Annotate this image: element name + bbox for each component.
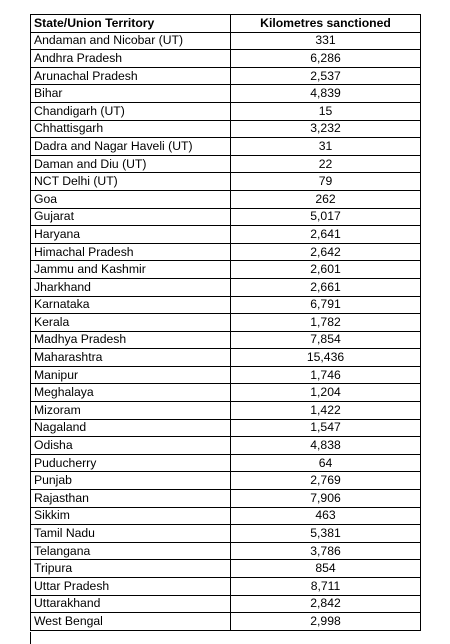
state-name-cell: Bihar	[31, 85, 231, 103]
state-name-cell: Gujarat	[31, 208, 231, 226]
state-name-cell: Jammu and Kashmir	[31, 261, 231, 279]
table-row	[31, 208, 421, 226]
state-name-cell: Goa	[31, 190, 231, 208]
state-name-cell: Rajasthan	[31, 490, 231, 508]
state-name-cell: Kerala	[31, 314, 231, 332]
table-row	[31, 296, 421, 314]
table-row	[31, 190, 421, 208]
kilometres-cell: 331	[231, 32, 421, 50]
kilometres-cell: 2,642	[231, 243, 421, 261]
table-row	[31, 85, 421, 103]
table-row	[31, 402, 421, 420]
state-name-cell: Puducherry	[31, 454, 231, 472]
kilometres-cell: 1,422	[231, 402, 421, 420]
state-name-cell: Jharkhand	[31, 278, 231, 296]
kilometres-cell: 3,232	[231, 120, 421, 138]
state-name-cell: Andhra Pradesh	[31, 50, 231, 68]
kilometres-cell: 22	[231, 155, 421, 173]
table-row	[31, 67, 421, 85]
column-header-state: State/Union Territory	[31, 15, 231, 33]
kilometres-cell: 15,436	[231, 349, 421, 367]
table-row	[31, 560, 421, 578]
kilometres-cell: 854	[231, 560, 421, 578]
kilometres-cell: 5,017	[231, 208, 421, 226]
table-row	[31, 613, 421, 631]
state-name-cell: Punjab	[31, 472, 231, 490]
table-row	[31, 261, 421, 279]
table-row	[31, 138, 421, 156]
state-name-cell: Madhya Pradesh	[31, 331, 231, 349]
state-name-cell: Nagaland	[31, 419, 231, 437]
table-row	[31, 226, 421, 244]
table-row	[31, 490, 421, 508]
state-name-cell: Telangana	[31, 542, 231, 560]
state-name-cell: Chhattisgarh	[31, 120, 231, 138]
state-name-cell: Himachal Pradesh	[31, 243, 231, 261]
kilometres-cell: 79	[231, 173, 421, 191]
state-name-cell: Sikkim	[31, 507, 231, 525]
state-name-cell: Maharashtra	[31, 349, 231, 367]
table-row	[31, 50, 421, 68]
kilometres-cell: 64	[231, 454, 421, 472]
state-name-cell: NCT Delhi (UT)	[31, 173, 231, 191]
kilometres-cell: 7,854	[231, 331, 421, 349]
kilometres-cell: 7,906	[231, 490, 421, 508]
kilometres-cell: 1,782	[231, 314, 421, 332]
state-name-cell: Uttar Pradesh	[31, 578, 231, 596]
kilometres-cell: 15	[231, 102, 421, 120]
state-name-cell: Odisha	[31, 437, 231, 455]
kilometres-cell: 2,601	[231, 261, 421, 279]
state-name-cell: Tripura	[31, 560, 231, 578]
kilometres-cell: 2,769	[231, 472, 421, 490]
kilometres-cell: 463	[231, 507, 421, 525]
state-name-cell: Haryana	[31, 226, 231, 244]
table-row	[31, 384, 421, 402]
state-name-cell: Daman and Diu (UT)	[31, 155, 231, 173]
kilometres-cell: 5,381	[231, 525, 421, 543]
table-row	[31, 525, 421, 543]
table-row	[31, 314, 421, 332]
kilometres-cell: 1,746	[231, 366, 421, 384]
table-row	[31, 366, 421, 384]
km-sanctioned-table	[30, 14, 421, 631]
table-row	[31, 349, 421, 367]
table-continuation-line	[30, 632, 31, 644]
kilometres-cell: 3,786	[231, 542, 421, 560]
table-body	[31, 32, 421, 630]
table-row	[31, 278, 421, 296]
kilometres-cell: 2,998	[231, 613, 421, 631]
state-name-cell: Tamil Nadu	[31, 525, 231, 543]
state-name-cell: Uttarakhand	[31, 595, 231, 613]
state-name-cell: West Bengal	[31, 613, 231, 631]
state-name-cell: Mizoram	[31, 402, 231, 420]
state-name-cell: Karnataka	[31, 296, 231, 314]
kilometres-cell: 6,791	[231, 296, 421, 314]
table-row	[31, 32, 421, 50]
kilometres-cell: 8,711	[231, 578, 421, 596]
table-row	[31, 120, 421, 138]
table-row	[31, 243, 421, 261]
table-row	[31, 155, 421, 173]
table-row	[31, 331, 421, 349]
kilometres-cell: 4,839	[231, 85, 421, 103]
table-row	[31, 173, 421, 191]
state-name-cell: Chandigarh (UT)	[31, 102, 231, 120]
kilometres-cell: 2,641	[231, 226, 421, 244]
table-row	[31, 578, 421, 596]
table-row	[31, 595, 421, 613]
column-header-kilometres: Kilometres sanctioned	[231, 15, 421, 33]
state-name-cell: Manipur	[31, 366, 231, 384]
kilometres-cell: 2,842	[231, 595, 421, 613]
kilometres-cell: 6,286	[231, 50, 421, 68]
table-row	[31, 542, 421, 560]
kilometres-cell: 1,547	[231, 419, 421, 437]
table-row	[31, 454, 421, 472]
kilometres-cell: 1,204	[231, 384, 421, 402]
kilometres-cell: 4,838	[231, 437, 421, 455]
table-header-row	[31, 15, 421, 33]
table-row	[31, 437, 421, 455]
state-name-cell: Arunachal Pradesh	[31, 67, 231, 85]
table-row	[31, 507, 421, 525]
state-name-cell: Andaman and Nicobar (UT)	[31, 32, 231, 50]
state-name-cell: Meghalaya	[31, 384, 231, 402]
kilometres-cell: 31	[231, 138, 421, 156]
table-row	[31, 102, 421, 120]
table-row	[31, 472, 421, 490]
kilometres-cell: 262	[231, 190, 421, 208]
kilometres-cell: 2,537	[231, 67, 421, 85]
state-name-cell: Dadra and Nagar Haveli (UT)	[31, 138, 231, 156]
kilometres-cell: 2,661	[231, 278, 421, 296]
table-row	[31, 419, 421, 437]
